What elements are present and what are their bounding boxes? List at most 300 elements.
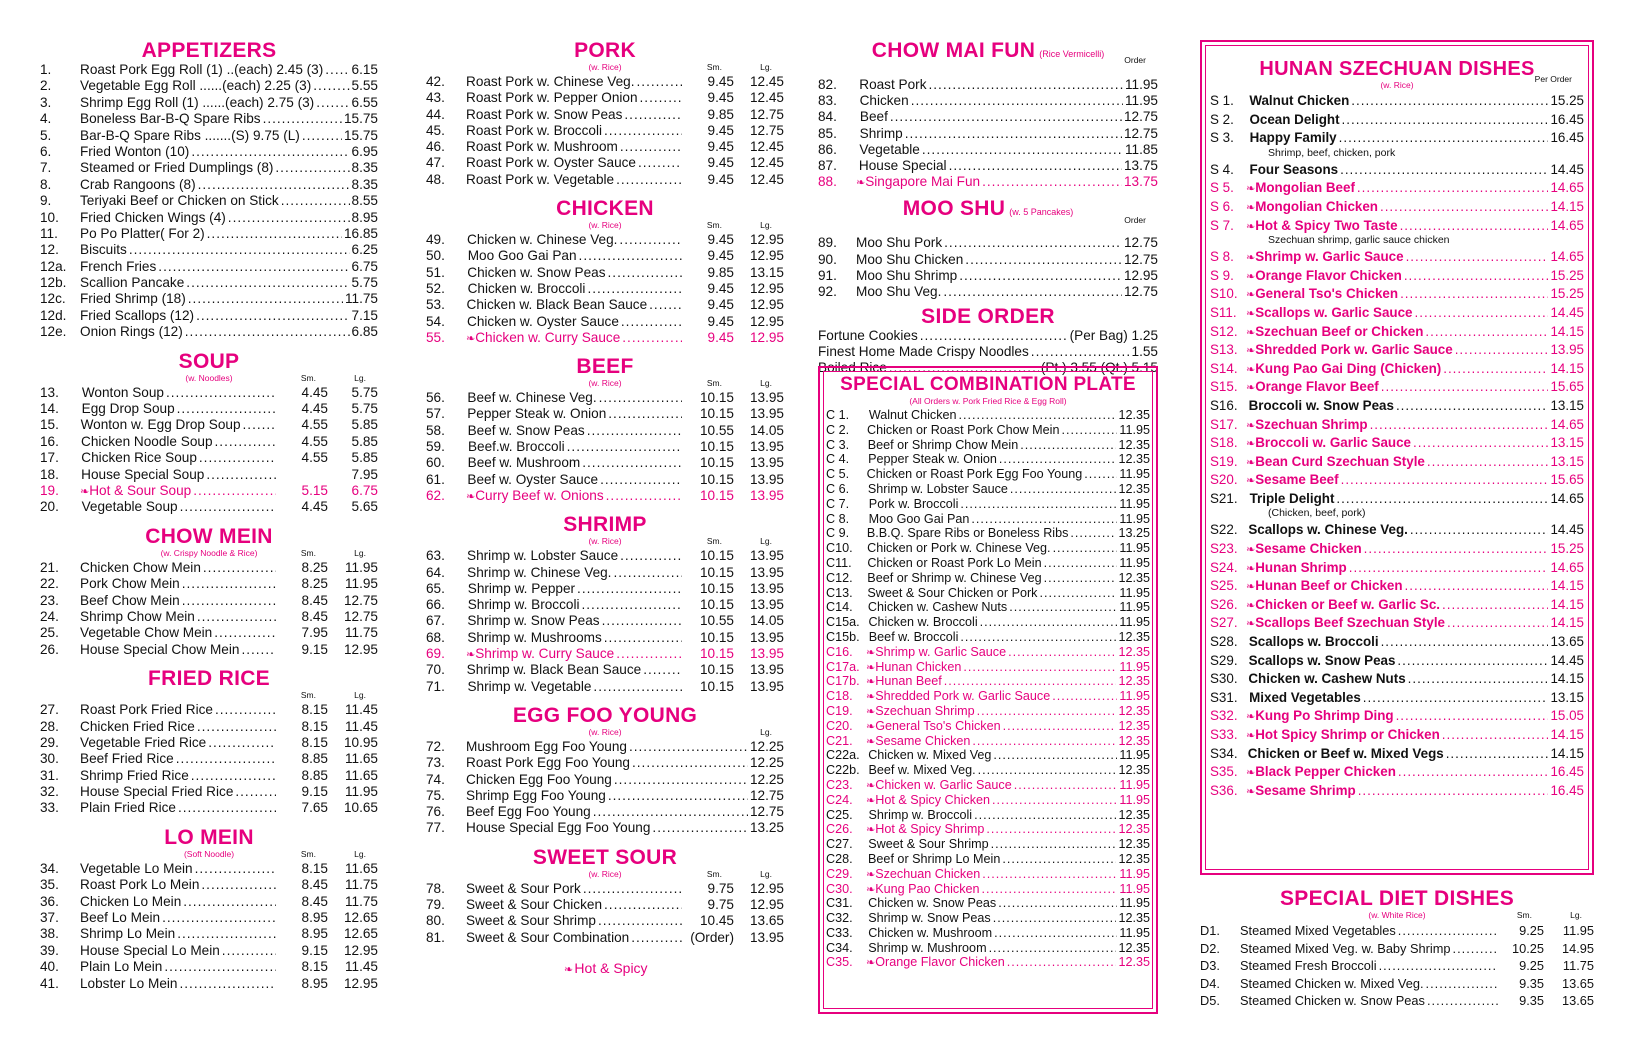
menu-item bbox=[1200, 922, 1594, 940]
item-price-small: 9.35 bbox=[1519, 975, 1544, 991]
item-name: House Special Egg Foo Young bbox=[466, 820, 651, 836]
section-subheader bbox=[426, 378, 784, 390]
item-name: Chicken Egg Foo Young bbox=[466, 771, 612, 787]
section-title bbox=[426, 198, 784, 220]
item-name: Beef w. Snow Peas bbox=[467, 422, 585, 438]
chili-icon: ❧ bbox=[1246, 785, 1256, 798]
dot-leader bbox=[164, 959, 276, 975]
item-price-large: 11.75 bbox=[344, 625, 378, 641]
dot-leader bbox=[608, 406, 682, 422]
section-title bbox=[818, 306, 1158, 328]
item-price: 14.45 bbox=[1550, 161, 1584, 177]
menu-item bbox=[826, 497, 1150, 512]
menu-item bbox=[40, 385, 378, 401]
item-name: Crab Rangoons (8) bbox=[80, 176, 196, 192]
menu-item bbox=[1210, 217, 1584, 236]
item-price: 14.65 bbox=[1550, 490, 1584, 506]
menu-item bbox=[1200, 975, 1594, 993]
item-price-large: 11.95 bbox=[344, 576, 378, 592]
dot-leader bbox=[182, 593, 276, 609]
dot-leader bbox=[243, 417, 276, 433]
item-price: 11.95 bbox=[1119, 496, 1150, 511]
menu-item bbox=[1210, 577, 1584, 596]
dot-leader bbox=[593, 804, 748, 820]
item-number: S20. bbox=[1210, 472, 1238, 488]
item-name: Sesame Beef bbox=[1255, 472, 1339, 488]
item-price: 14.45 bbox=[1550, 522, 1584, 538]
menu-item bbox=[818, 93, 1158, 109]
large-size-header: Lg. bbox=[760, 726, 772, 737]
dot-leader bbox=[978, 763, 1117, 778]
item-name: Shrimp w. Pepper bbox=[467, 580, 576, 596]
item-price-large: 13.95 bbox=[749, 548, 784, 564]
item-number: 67. bbox=[426, 613, 445, 629]
menu-item bbox=[1210, 745, 1584, 764]
dot-leader bbox=[624, 107, 682, 123]
item-name: Scallops w. Garlic Sauce bbox=[1255, 304, 1413, 320]
item-price: (Per Bag) 1.25 bbox=[1069, 328, 1158, 344]
menu-item bbox=[826, 689, 1150, 704]
item-price: 6.95 bbox=[351, 143, 378, 159]
dot-leader bbox=[652, 820, 748, 836]
item-name: Kung Po Shrimp Ding bbox=[1255, 708, 1394, 724]
menu-item bbox=[818, 174, 1158, 190]
section-subheader bbox=[426, 62, 784, 74]
item-number: C14. bbox=[826, 600, 853, 615]
dot-leader bbox=[179, 976, 276, 992]
menu-item bbox=[826, 556, 1150, 571]
menu-item bbox=[1210, 285, 1584, 304]
item-number: C25. bbox=[826, 807, 853, 822]
menu-item bbox=[1210, 614, 1584, 633]
dot-leader bbox=[1053, 541, 1118, 556]
item-price: 13.65 bbox=[1550, 634, 1584, 650]
menu-item bbox=[1200, 992, 1594, 1010]
item-number: D5. bbox=[1200, 993, 1220, 1008]
item-price-large: 11.65 bbox=[344, 860, 378, 876]
item-name: Sweet & Sour Pork bbox=[466, 880, 581, 896]
item-price-large: 10.65 bbox=[343, 800, 378, 816]
dot-leader bbox=[629, 739, 748, 755]
section-title bbox=[1200, 888, 1594, 910]
item-price-large: 13.95 bbox=[749, 455, 784, 471]
item-number: 71. bbox=[426, 678, 445, 694]
item-name: Hot Spicy Shrimp or Chicken bbox=[1255, 727, 1440, 742]
item-name: Fried Scallops (12) bbox=[80, 307, 195, 323]
section-title-text: HUNAN SZECHUAN DISHES bbox=[1259, 58, 1535, 80]
item-number: S25. bbox=[1210, 578, 1238, 594]
item-name: Shredded Pork w. Garlic Sauce bbox=[875, 689, 1051, 704]
item-name: Szechuan Beef or Chicken bbox=[1255, 323, 1424, 339]
item-price: 12.35 bbox=[1118, 763, 1150, 778]
dot-leader bbox=[129, 242, 350, 258]
dot-leader bbox=[583, 881, 682, 897]
item-price-large: 11.95 bbox=[1562, 923, 1594, 938]
item-price-large: 6.75 bbox=[351, 482, 378, 498]
chili-icon: ❧ bbox=[466, 649, 476, 662]
chili-icon: ❧ bbox=[866, 883, 876, 896]
menu-item bbox=[1210, 341, 1584, 360]
item-number: 68. bbox=[426, 629, 445, 645]
item-price-large: 13.95 bbox=[749, 580, 784, 596]
section-title-text: FRIED RICE bbox=[147, 667, 270, 691]
item-name: Hunan Beef or Chicken bbox=[1255, 578, 1403, 594]
menu-item bbox=[426, 679, 784, 695]
chili-icon: ❧ bbox=[1246, 220, 1256, 233]
item-number: S29. bbox=[1210, 652, 1238, 668]
item-name: Shrimp Lo Mein bbox=[80, 926, 176, 942]
item-name: Moo Goo Gai Pan bbox=[467, 248, 577, 264]
item-price: 14.15 bbox=[1550, 596, 1584, 612]
item-number: 54. bbox=[426, 313, 445, 329]
item-name: Hunan Shrimp bbox=[1255, 559, 1347, 575]
menu-item bbox=[40, 926, 378, 942]
item-price: 7.15 bbox=[351, 307, 378, 323]
dot-leader bbox=[993, 748, 1117, 763]
item-name: Happy Family bbox=[1249, 130, 1337, 146]
item-price-small: 5.15 bbox=[301, 482, 328, 498]
item-price: 12.35 bbox=[1118, 807, 1150, 822]
item-name: Shrimp w. Snow Peas bbox=[467, 613, 600, 629]
item-price-small: 4.45 bbox=[301, 401, 328, 417]
menu-item bbox=[426, 248, 784, 264]
dot-leader bbox=[177, 926, 276, 942]
item-number: C21. bbox=[826, 733, 853, 748]
item-price: 14.15 bbox=[1550, 578, 1584, 594]
item-number: 25. bbox=[40, 625, 59, 641]
menu-item bbox=[826, 600, 1150, 615]
small-size-header: Sm. bbox=[706, 536, 722, 547]
menu-item bbox=[426, 630, 784, 646]
dot-leader bbox=[188, 291, 343, 307]
item-price: 11.85 bbox=[1124, 141, 1158, 157]
item-price-small: 8.95 bbox=[301, 975, 328, 991]
item-price: 15.25 bbox=[1550, 267, 1584, 283]
menu-item bbox=[826, 452, 1150, 467]
dot-leader bbox=[1408, 670, 1549, 689]
item-name: Vegetable bbox=[859, 141, 920, 157]
menu-item bbox=[426, 232, 784, 248]
item-price: 15.05 bbox=[1550, 708, 1584, 724]
item-price-small: 10.55 bbox=[699, 613, 734, 629]
dot-leader bbox=[649, 297, 682, 313]
item-price-large: 13.95 bbox=[749, 439, 784, 455]
item-name: Lobster Lo Mein bbox=[80, 975, 178, 991]
item-price-large: 12.95 bbox=[749, 280, 784, 296]
item-price-small: 8.95 bbox=[301, 926, 328, 942]
item-name: Mushroom Egg Foo Young bbox=[466, 738, 627, 754]
item-number: C28. bbox=[826, 851, 853, 866]
item-name: French Fries bbox=[80, 258, 157, 274]
item-price-large: 12.95 bbox=[749, 896, 784, 912]
menu-item bbox=[426, 90, 784, 106]
item-number: 23. bbox=[40, 592, 59, 608]
item-price-large: 12.45 bbox=[749, 171, 784, 187]
shrimp-section bbox=[426, 514, 784, 695]
menu-item bbox=[40, 861, 378, 877]
item-number: 85. bbox=[818, 125, 837, 141]
item-number: C 2. bbox=[826, 422, 850, 437]
dot-leader bbox=[1415, 304, 1549, 323]
dot-leader bbox=[197, 719, 276, 735]
dot-leader bbox=[1381, 633, 1549, 652]
item-number: 89. bbox=[818, 235, 837, 251]
chili-icon: ❧ bbox=[856, 177, 866, 190]
item-number: 70. bbox=[426, 662, 445, 678]
menu-item bbox=[826, 911, 1150, 926]
menu-item bbox=[1210, 633, 1584, 652]
menu-item bbox=[826, 526, 1150, 541]
dot-leader bbox=[1404, 267, 1549, 286]
menu-item bbox=[40, 308, 378, 324]
dot-leader bbox=[1443, 360, 1548, 379]
menu-item bbox=[826, 438, 1150, 453]
menu-item bbox=[426, 455, 784, 471]
dot-leader bbox=[325, 62, 349, 78]
item-number: 12d. bbox=[40, 307, 67, 323]
item-name: Sesame Chicken bbox=[875, 733, 971, 748]
menu-item bbox=[1210, 670, 1584, 689]
menu-item bbox=[826, 734, 1150, 749]
fried-rice-section bbox=[40, 668, 378, 817]
dot-leader bbox=[1397, 652, 1548, 671]
chili-icon: ❧ bbox=[866, 676, 876, 689]
item-number: 12a. bbox=[40, 258, 67, 274]
item-name: Shrimp w. Curry Sauce bbox=[475, 646, 615, 662]
item-name: Steamed Fresh Broccoli bbox=[1240, 958, 1377, 973]
dot-leader bbox=[1007, 955, 1117, 970]
dot-leader bbox=[643, 662, 682, 678]
item-name: Po Po Platter( For 2) bbox=[80, 225, 205, 241]
item-price-large: 12.65 bbox=[343, 926, 378, 942]
item-name: Pepper Steak w. Onion bbox=[868, 452, 997, 467]
item-name: Chicken Noodle Soup bbox=[81, 433, 213, 449]
dot-leader bbox=[1379, 957, 1498, 975]
item-price-small: 9.45 bbox=[707, 248, 734, 264]
sweet-sour-section bbox=[426, 847, 784, 946]
item-number: 35. bbox=[40, 877, 59, 893]
hunan-section bbox=[1210, 58, 1584, 800]
dot-leader bbox=[1044, 556, 1118, 571]
menu-item bbox=[426, 139, 784, 155]
menu-item bbox=[40, 642, 378, 658]
menu-item bbox=[40, 275, 378, 291]
small-size-header: Sm. bbox=[300, 547, 316, 558]
item-price: 11.95 bbox=[1119, 792, 1150, 807]
dot-leader bbox=[1406, 248, 1549, 267]
item-price-small: 7.95 bbox=[301, 625, 328, 641]
item-name: Hot & Spicy Chicken bbox=[875, 792, 991, 807]
item-price-small: 10.15 bbox=[699, 597, 734, 613]
dot-leader bbox=[1358, 782, 1549, 801]
item-name: Chicken or Roast Pork Egg Foo Young bbox=[866, 467, 1083, 482]
item-number: 83. bbox=[818, 93, 837, 109]
item-name: Shrimp w. Garlic Sauce bbox=[875, 644, 1007, 659]
dot-leader bbox=[944, 235, 1122, 251]
menu-item bbox=[826, 482, 1150, 497]
menu-item bbox=[40, 877, 378, 893]
soup-section bbox=[40, 351, 378, 516]
item-number: C22a. bbox=[826, 748, 860, 763]
item-price: 14.65 bbox=[1550, 559, 1584, 575]
dot-leader bbox=[1014, 778, 1118, 793]
item-number: 12e. bbox=[40, 324, 67, 340]
item-price: 6.25 bbox=[351, 242, 378, 258]
item-name: Chicken w. Broccoli bbox=[868, 615, 978, 630]
dot-leader bbox=[579, 248, 682, 264]
menu-item bbox=[40, 959, 378, 975]
item-price-small: 8.45 bbox=[301, 608, 328, 624]
item-name: Moo Shu Pork bbox=[856, 235, 943, 251]
menu-item bbox=[40, 401, 378, 417]
item-name: Steamed or Fried Dumplings (8) bbox=[80, 160, 274, 176]
item-price: 12.25 bbox=[749, 738, 784, 754]
item-name: Walnut Chicken bbox=[1249, 93, 1350, 108]
chili-icon: ❧ bbox=[563, 963, 574, 976]
item-price: 11.95 bbox=[1119, 777, 1150, 792]
menu-item bbox=[426, 913, 784, 929]
section-title-text: EGG FOO YOUNG bbox=[512, 703, 698, 727]
dot-leader bbox=[1339, 129, 1549, 148]
item-number: 44. bbox=[426, 106, 445, 122]
menu-item bbox=[826, 837, 1150, 852]
menu-item bbox=[426, 613, 784, 629]
item-number: S28. bbox=[1210, 634, 1238, 650]
small-size-header: Sm. bbox=[300, 848, 316, 859]
chili-icon: ❧ bbox=[1246, 183, 1256, 196]
item-price: 5.75 bbox=[351, 275, 378, 291]
item-number: 12b. bbox=[40, 275, 67, 291]
dot-leader bbox=[960, 497, 1117, 512]
item-price-large: 13.95 bbox=[749, 597, 784, 613]
item-name: Chicken Rice Soup bbox=[81, 450, 197, 466]
item-name: Bar-B-Q Spare Ribs .......(S) 9.75 (L) bbox=[80, 127, 300, 143]
dot-leader bbox=[1364, 540, 1549, 559]
chili-icon: ❧ bbox=[1246, 363, 1256, 376]
item-price-large: 11.45 bbox=[344, 959, 378, 975]
dot-leader bbox=[567, 439, 682, 455]
dot-leader bbox=[929, 77, 1123, 93]
item-name: Roast Pork Fried Rice bbox=[80, 702, 213, 718]
item-number: 84. bbox=[818, 109, 837, 125]
item-name: Biscuits bbox=[80, 242, 127, 258]
item-number: 48. bbox=[426, 171, 445, 187]
item-name: Shrimp w. Broccoli bbox=[467, 597, 580, 613]
item-number: 27. bbox=[40, 702, 59, 718]
menu-item bbox=[826, 541, 1150, 556]
chili-icon: ❧ bbox=[1246, 307, 1256, 320]
item-price: 12.35 bbox=[1118, 718, 1150, 733]
chili-icon: ❧ bbox=[1246, 581, 1256, 594]
section-title-text: SHRIMP bbox=[563, 513, 647, 537]
item-price-small: 8.45 bbox=[301, 893, 328, 909]
dot-leader bbox=[920, 328, 1068, 344]
item-price-small: 8.85 bbox=[301, 767, 328, 783]
section-title bbox=[40, 351, 378, 373]
item-price: 14.65 bbox=[1550, 180, 1584, 196]
item-number: 31. bbox=[40, 767, 59, 783]
menu-item bbox=[40, 800, 378, 816]
order-header: Order bbox=[1124, 55, 1146, 65]
item-name: Beef bbox=[859, 109, 888, 125]
menu-item bbox=[40, 144, 378, 160]
pork-section bbox=[426, 40, 784, 188]
item-name: Szechuan Shrimp bbox=[875, 703, 975, 718]
dot-leader bbox=[302, 128, 342, 144]
item-number: C16. bbox=[826, 644, 853, 659]
item-price: 16.45 bbox=[1550, 782, 1584, 798]
item-price: 16.85 bbox=[343, 225, 378, 241]
dot-leader bbox=[1426, 975, 1498, 993]
item-price-small: 10.15 bbox=[699, 455, 734, 471]
item-price: 11.95 bbox=[1119, 600, 1150, 615]
menu-item bbox=[1210, 763, 1584, 782]
dot-leader bbox=[619, 232, 682, 248]
item-name: Shrimp w. Vegetable bbox=[467, 678, 592, 694]
item-name: Chicken or Roast Pork Lo Mein bbox=[867, 555, 1042, 570]
item-name: Shrimp w. Garlic Sauce bbox=[1255, 249, 1404, 265]
item-price-small: 8.85 bbox=[301, 751, 328, 767]
item-number: S 4. bbox=[1210, 161, 1234, 177]
section-title-text: CHOW MEIN bbox=[145, 524, 273, 548]
item-price-small: 9.85 bbox=[707, 106, 734, 122]
chili-icon: ❧ bbox=[866, 691, 876, 704]
dot-leader bbox=[316, 95, 349, 111]
hot-spicy-legend: ❧Hot & Spicy bbox=[563, 959, 648, 976]
item-price-small: 8.15 bbox=[301, 734, 328, 750]
menu-item bbox=[40, 62, 378, 78]
menu-item bbox=[1210, 267, 1584, 286]
item-number: 77. bbox=[426, 820, 445, 836]
dot-leader bbox=[600, 472, 682, 488]
item-number: S 6. bbox=[1210, 198, 1234, 214]
menu-item bbox=[40, 78, 378, 94]
chili-icon: ❧ bbox=[1246, 544, 1256, 557]
item-name: Beef Chow Mein bbox=[80, 592, 180, 608]
item-number: S12. bbox=[1210, 323, 1238, 339]
lo-mein-section bbox=[40, 827, 378, 992]
item-price: 8.55 bbox=[351, 193, 378, 209]
menu-item bbox=[426, 390, 784, 406]
item-price-small: 10.15 bbox=[699, 439, 734, 455]
menu-item bbox=[40, 467, 378, 483]
item-name: Kung Pao Gai Ding (Chicken) bbox=[1255, 360, 1442, 376]
item-number: S36. bbox=[1210, 782, 1238, 798]
menu-item bbox=[40, 160, 378, 176]
item-number: S26. bbox=[1210, 596, 1238, 612]
item-price: 12.95 bbox=[1123, 267, 1158, 283]
section-subheader bbox=[818, 55, 1158, 77]
chili-icon: ❧ bbox=[466, 332, 476, 345]
menu-item bbox=[826, 408, 1150, 423]
menu-item bbox=[40, 483, 378, 499]
item-price: 12.35 bbox=[1118, 822, 1150, 837]
section-subtitle: (w. Rice) bbox=[588, 220, 622, 231]
item-name: Beef Fried Rice bbox=[80, 751, 174, 767]
item-number: 24. bbox=[40, 608, 59, 624]
item-price-large: 12.65 bbox=[343, 910, 378, 926]
item-name: Plain Fried Rice bbox=[80, 800, 176, 816]
section-title-text: SWEET SOUR bbox=[532, 845, 678, 869]
item-name: Roast Pork w. Snow Peas bbox=[466, 106, 623, 122]
menu-item bbox=[40, 291, 378, 307]
dot-leader bbox=[1442, 596, 1548, 615]
item-number: C 9. bbox=[826, 526, 850, 541]
item-price-large: 12.75 bbox=[749, 106, 784, 122]
item-price-large: 5.85 bbox=[351, 450, 378, 466]
item-name: House Special Fried Rice bbox=[80, 784, 234, 800]
small-size-header: Sm. bbox=[706, 220, 722, 231]
